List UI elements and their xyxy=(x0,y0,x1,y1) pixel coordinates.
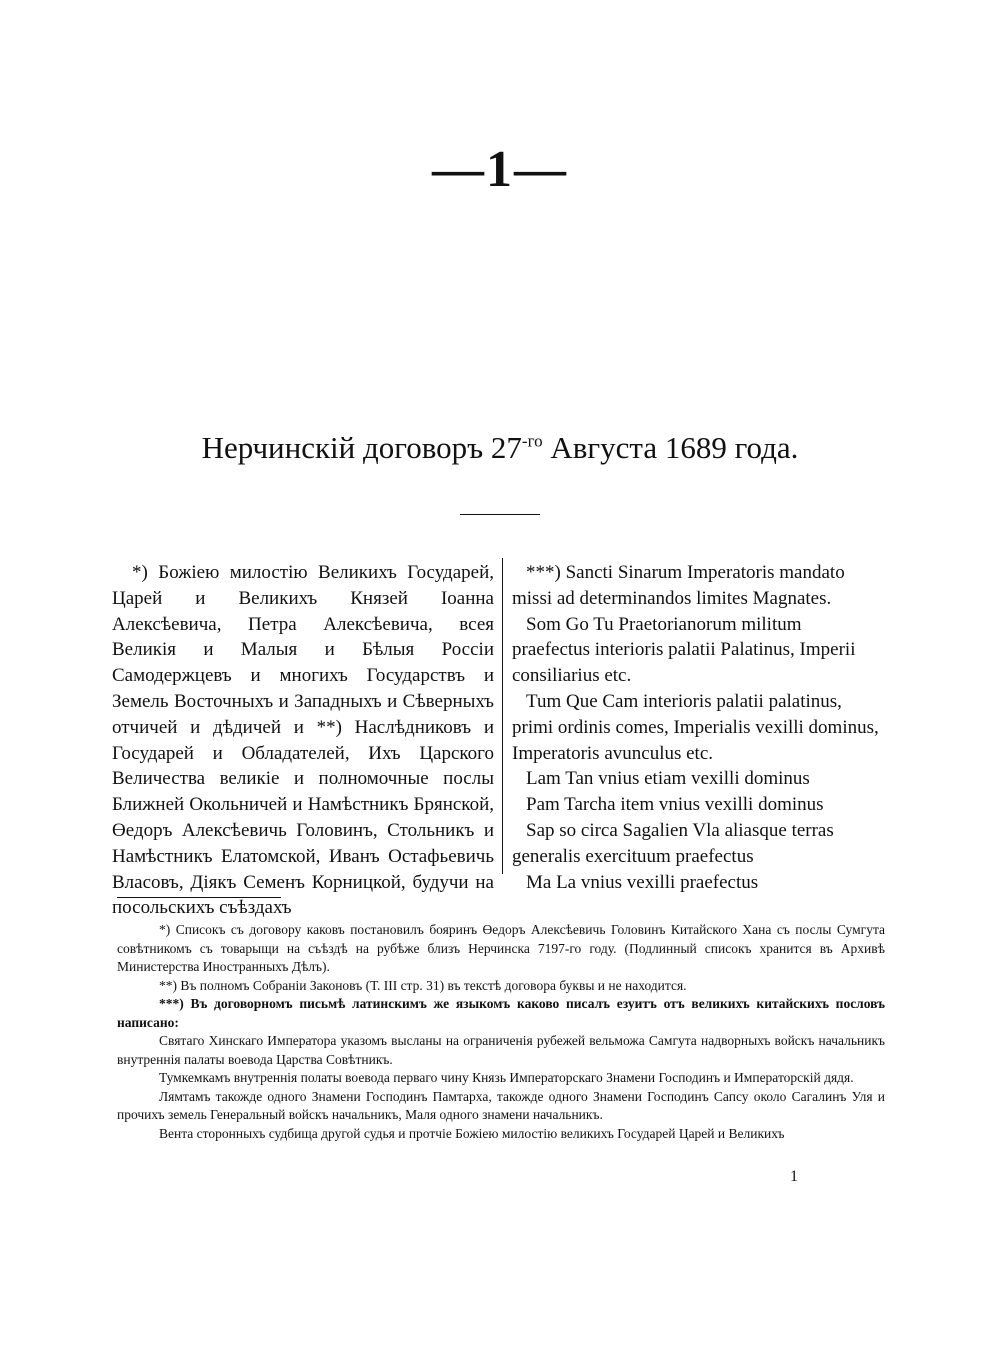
footnote: *) Списокъ съ договору каковъ постановилъ бояринъ Өедоръ Алексѣевичь Головинъ Китайского Хана съ послы Сумгута совѣтникомъ съ товарыщи на съѣздѣ на рубѣже близъ Нерчинска 7197-го году. (Подлинный списокъ хранится въ Архивѣ Министерства Иностранныхъ Дѣлъ). xyxy=(117,922,885,974)
document-title xyxy=(0,430,1000,466)
title-superscript: -го xyxy=(521,431,543,451)
footnote: ***) Въ договорномъ письмѣ латинскимъ же языкомъ каково писалъ езуитъ отъ великихъ китайскихъ пословъ написано: xyxy=(117,996,885,1030)
page-number-bottom: 1 xyxy=(790,1168,798,1185)
footnote: Вента сторонныхъ судбища другой судья и протчіе Божіею милостію великихъ Государей Царей и Великихъ xyxy=(159,1125,785,1141)
latin-text-column xyxy=(512,560,884,895)
footnote: **) Въ полномъ Собраніи Законовъ (Т. III стр. 31) въ текстѣ договора буквы и не находится. xyxy=(159,977,687,993)
title-rule xyxy=(460,514,540,515)
footnote: Тумкемкамъ внутреннія полаты воевода перваго чину Князь Императорскаго Знамени Господинъ и Императорскій дядя. xyxy=(159,1070,854,1085)
column-divider xyxy=(502,558,503,874)
latin-paragraph: Som Go Tu Praetorianorum militum praefectus interioris palatii Palatinus, Imperii consiliarius etc. xyxy=(512,613,856,687)
title-prefix: Нерчинскій договоръ 27 xyxy=(201,430,522,465)
latin-paragraph: Sap so circa Sagalien Vla aliasque terras generalis exercituum praefectus xyxy=(512,819,834,867)
latin-paragraph: Tum Que Cam interioris palatii palatinus, primi ordinis comes, Imperialis vexilli dominus, Imperatoris avunculus etc. xyxy=(512,690,879,764)
page-number-top: —1— xyxy=(432,141,568,198)
latin-paragraph: Pam Tarcha item vnius vexilli dominus xyxy=(526,794,824,816)
footnote-rule xyxy=(117,897,281,898)
russian-text-column xyxy=(112,560,494,921)
russian-paragraph: *) Божіею милостію Великихъ Государей, Царей и Великихъ Князей Іоанна Алексѣевича, Петра Алексѣевича, всея Великія и Малыя и Бѣлыя Россіи Самодержцевъ и многихъ Государствъ и Земель Восточныхъ и Западныхъ и Сѣверныхъ отчичей и дѣдичей и **) Наслѣдниковъ и Государей и Обладателей, Ихъ Царского Величества великіе и полномочные послы Ближней Окольничей и Намѣстникъ Брянской, Өедоръ Алексѣевичь Головинъ, Стольникъ и Намѣстникъ Елатомской, Иванъ Остафьевичь Власовъ, Діякъ Семенъ Корницкой, будучи на посольскихъ съѣздахъ xyxy=(112,562,494,919)
latin-paragraph: ***) Sancti Sinarum Imperatoris mandato missi ad determinandos limites Magnates. xyxy=(512,562,845,609)
footnote: Святаго Хинскаго Императора указомъ высланы на ограниченія рубежей вельможа Самгута надворныхъ войскъ начальникъ внутреннія палаты воевода Царства Совѣтникъ. xyxy=(117,1033,885,1067)
latin-paragraph: Lam Tan vnius etiam vexilli dominus xyxy=(526,768,810,790)
footnotes xyxy=(117,921,885,1143)
footnote: Лямтамъ такожде одного Знамени Господинъ Памтарха, такожде одного Знамени Господинъ Сапсу около Сагалинъ Уля и прочихъ земель Генеральный войскъ начальникъ, Маля одного знамени начальникъ. xyxy=(117,1088,885,1122)
title-suffix: Августа 1689 года. xyxy=(542,430,799,465)
latin-paragraph: Ma La vnius vexilli praefectus xyxy=(526,871,759,893)
